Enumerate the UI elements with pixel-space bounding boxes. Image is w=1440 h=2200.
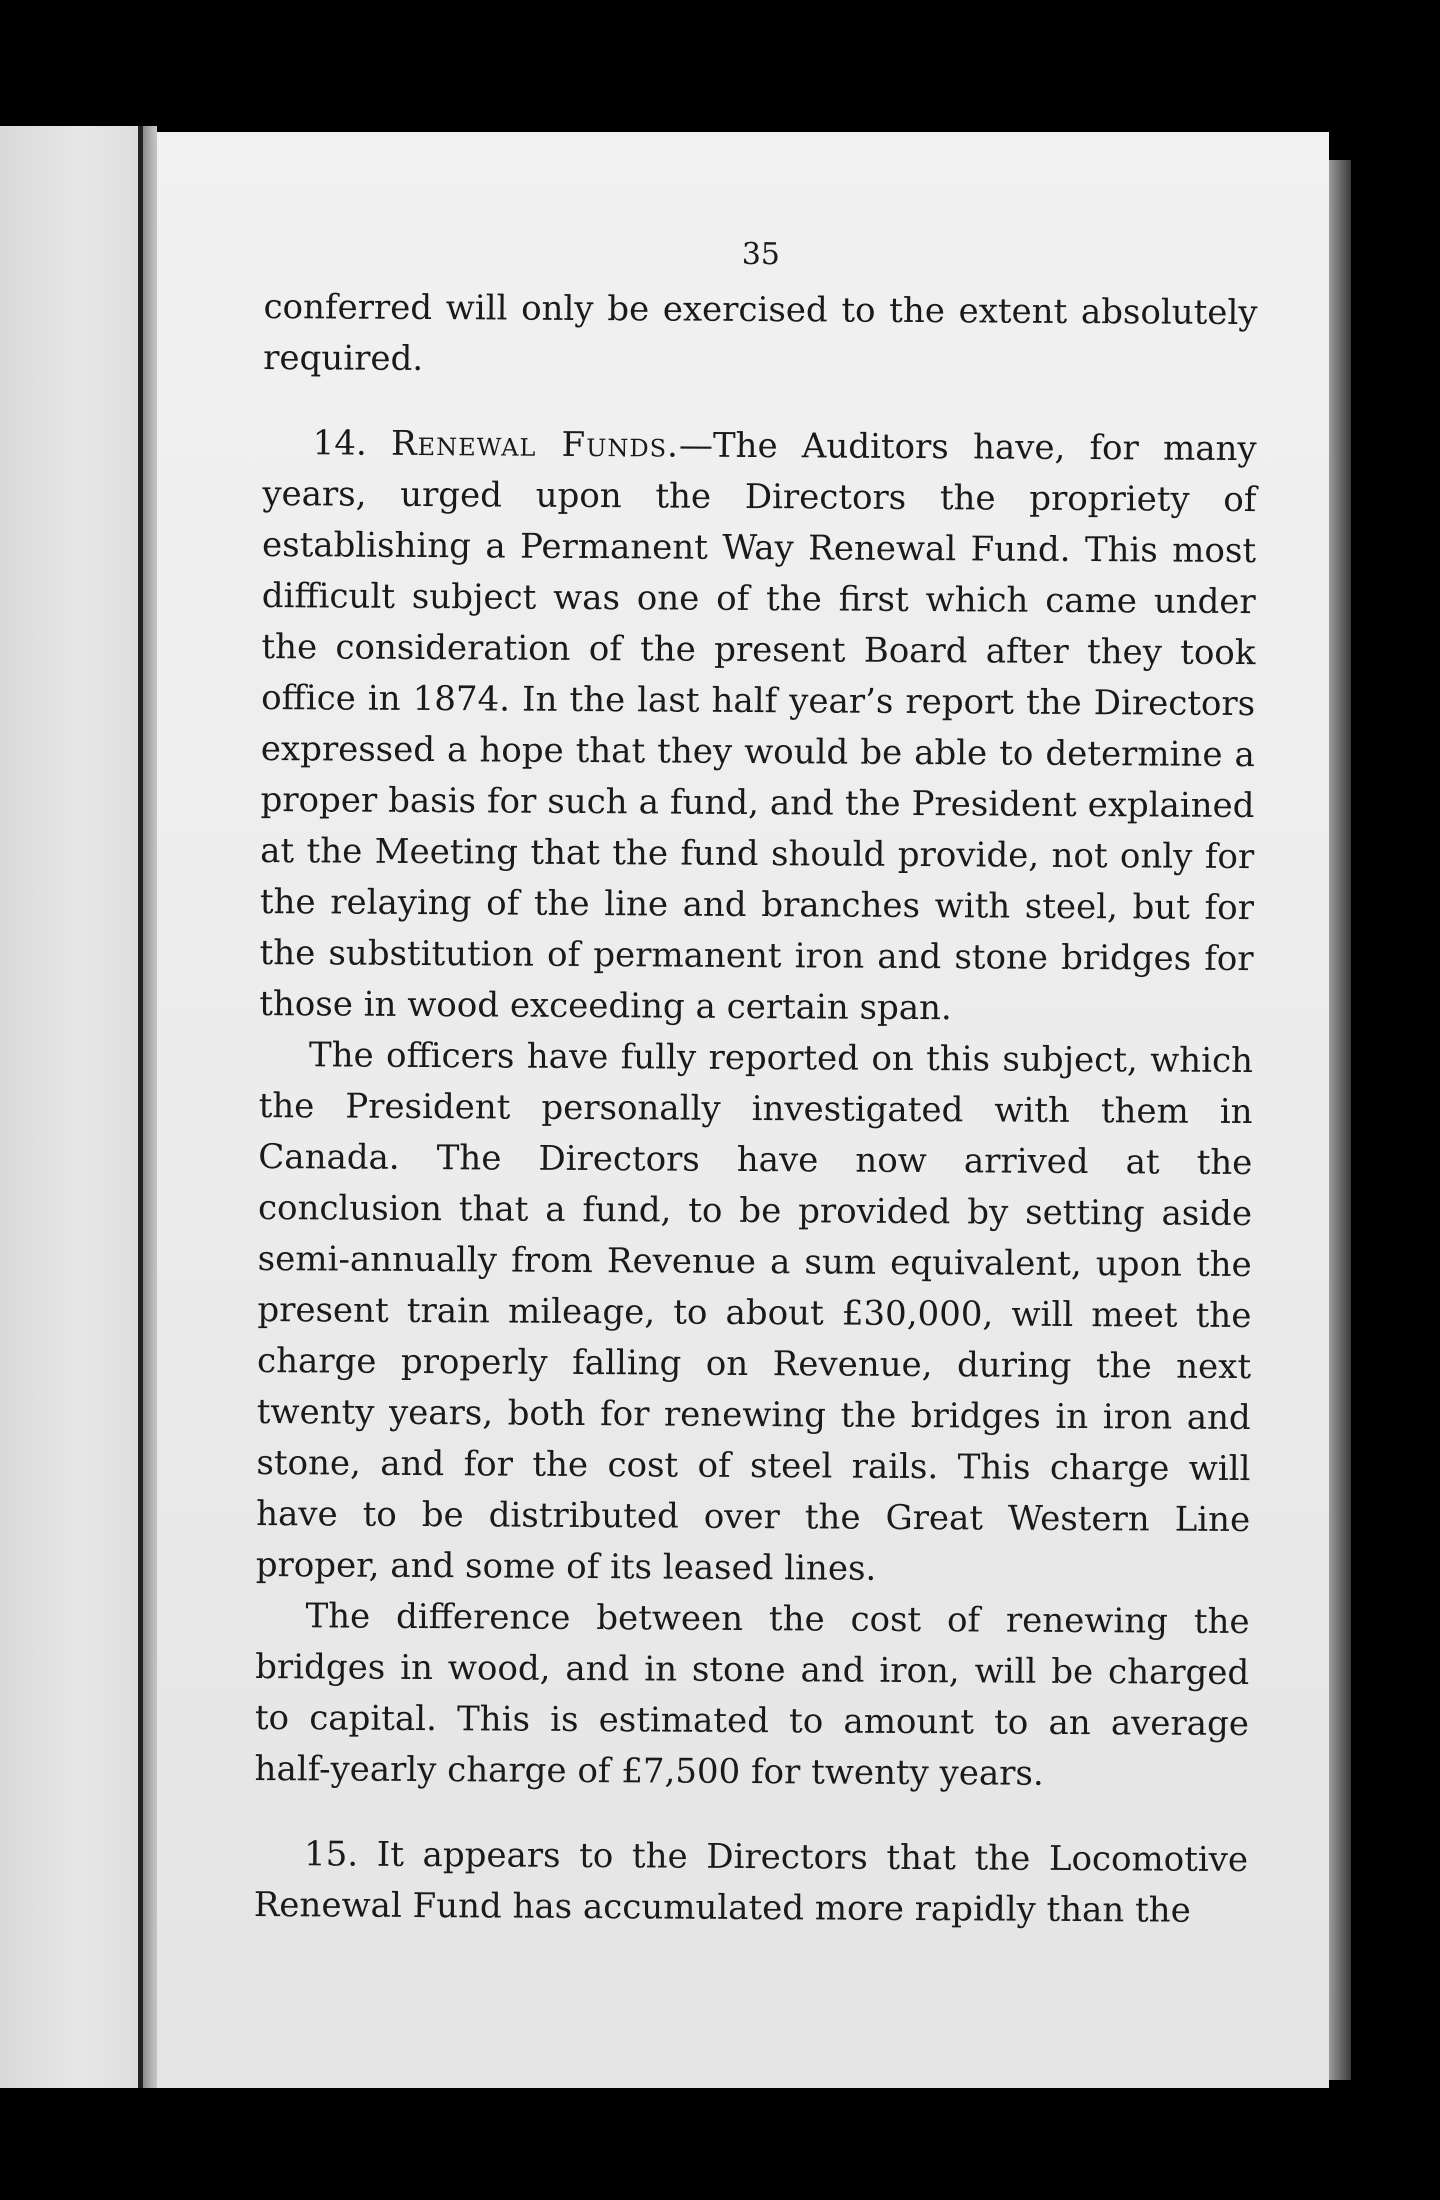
section-15-paragraph: 15. It appears to the Directors that the Locomotive Renewal Fund has accumulated more rapidly than the bbox=[253, 1834, 1249, 1931]
section-14-paragraph bbox=[259, 418, 1257, 1036]
page-edge-shadow bbox=[1329, 160, 1351, 2080]
section-14-heading: Renewal Funds. bbox=[390, 423, 680, 466]
difference-paragraph: The difference between the cost of renewing the bridges in wood, and in stone and iron, will be charged to capital. This is estimated to amount to an average half-yearly charge of £7,500 for twenty years. bbox=[254, 1596, 1250, 1794]
section-14-text: The Auditors have, for many years, urged upon the Directors the propriety of establishing a Permanent Way Renewal Fund. This most difficult subject was one of the first which came under the consideration of the present Board after they took office in 1874. In the last half year’s report the Directors expressed a hope that they would be able to determine a proper basis for such a fund, and the President explained at the Meeting that the fund should provide, not only for the relaying of the line and branches with steel, but for the substitution of permanent iron and stone bridges for those in wood exceeding a certain span. bbox=[259, 425, 1257, 1029]
section-14-number: 14. bbox=[312, 423, 367, 464]
page-text bbox=[254, 232, 1258, 1937]
gutter-shadow bbox=[143, 126, 157, 2088]
continuation-paragraph: conferred will only be exercised to the extent absolutely required. bbox=[263, 286, 1258, 379]
section-14-dash: — bbox=[678, 425, 714, 466]
page-number: 35 bbox=[741, 236, 781, 273]
officers-paragraph: The officers have fully reported on this subject, which the President personally investigated with them in Canada. The Directors have now arrived at the conclusion that a fund, to be provided by setting aside semi-annually from Revenue a sum equivalent, upon the present train mileage, to about £30,000, will meet the charge properly falling on Revenue, during the next twenty years, both for renewing the bridges in iron and stone, and for the cost of steel rails. This charge will have to be distributed over the Great Western Line proper, and some of its leased lines. bbox=[255, 1035, 1254, 1589]
facing-page-edge bbox=[0, 126, 150, 2088]
